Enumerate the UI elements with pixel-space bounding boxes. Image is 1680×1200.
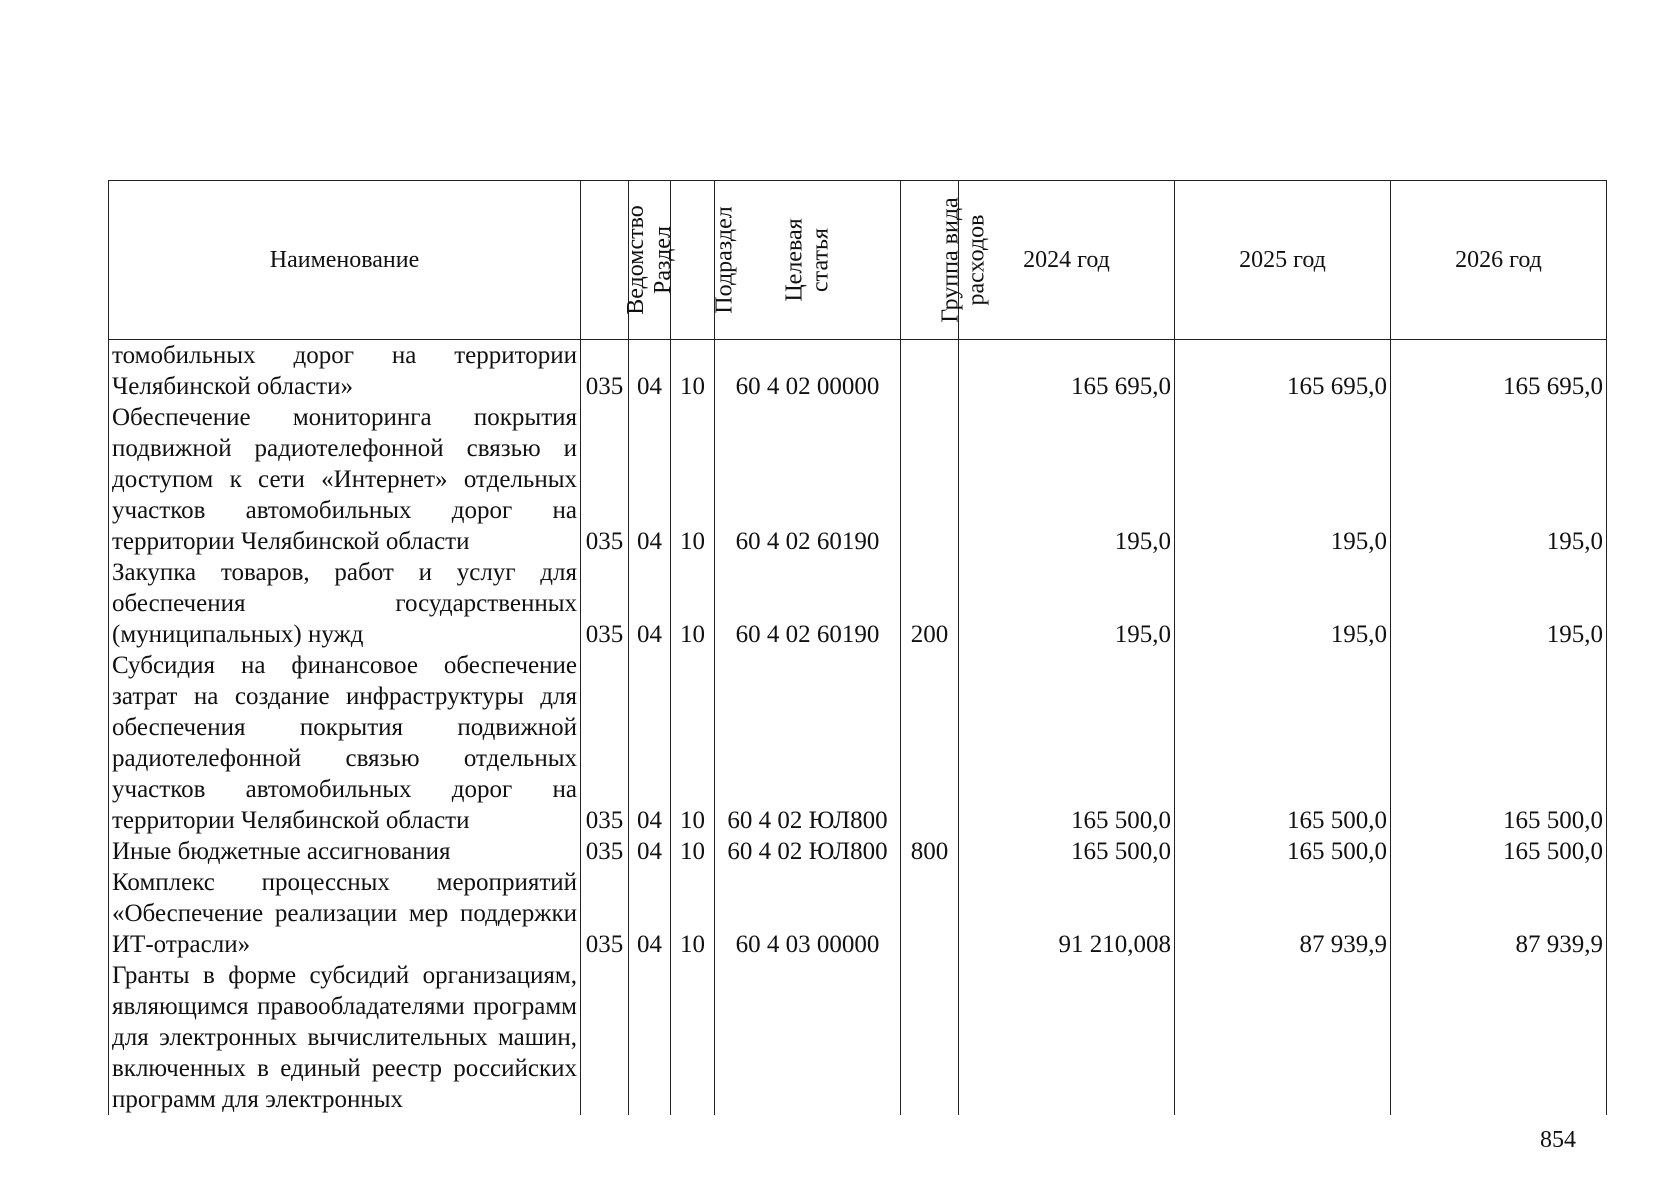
cell-name: Комплекс процессных мероприятий «Обеспечение реализации мер поддержки ИТ-отрасли» [109, 867, 581, 960]
cell-2026 [1391, 960, 1607, 1115]
cell-razdel: 04 [629, 402, 671, 557]
table-row [109, 960, 1607, 1115]
cell-gruppa-vida [901, 650, 959, 836]
cell-vedomstvo: 035 [581, 557, 629, 650]
header-2025: 2025 год [1175, 181, 1391, 340]
cell-podrazdel: 10 [671, 836, 715, 867]
cell-2024: 165 500,0 [959, 650, 1175, 836]
cell-2024 [959, 960, 1175, 1115]
cell-celevaya-statya: 60 4 02 00000 [715, 340, 901, 403]
cell-vedomstvo: 035 [581, 867, 629, 960]
header-2026: 2026 год [1391, 181, 1607, 340]
cell-2025: 165 500,0 [1175, 836, 1391, 867]
cell-vedomstvo [581, 960, 629, 1115]
cell-celevaya-statya: 60 4 02 60190 [715, 402, 901, 557]
cell-podrazdel: 10 [671, 557, 715, 650]
cell-2026: 195,0 [1391, 402, 1607, 557]
cell-podrazdel: 10 [671, 650, 715, 836]
cell-razdel: 04 [629, 340, 671, 403]
cell-podrazdel [671, 960, 715, 1115]
header-razdel: Раздел [629, 181, 671, 340]
cell-gruppa-vida: 800 [901, 836, 959, 867]
cell-celevaya-statya: 60 4 02 ЮЛ800 [715, 650, 901, 836]
cell-2025: 165 500,0 [1175, 650, 1391, 836]
cell-name: томобильных дорог на территории Челябинской области» [109, 340, 581, 403]
cell-2025: 195,0 [1175, 402, 1391, 557]
header-name: Наименование [109, 181, 581, 340]
header-celevaya-statya: Целевая статья [715, 181, 901, 340]
cell-2024: 195,0 [959, 557, 1175, 650]
cell-2025: 195,0 [1175, 557, 1391, 650]
header-podrazdel: Подраздел [671, 181, 715, 340]
cell-2026: 165 695,0 [1391, 340, 1607, 403]
cell-gruppa-vida: 200 [901, 557, 959, 650]
table-header-row [109, 181, 1607, 340]
cell-vedomstvo: 035 [581, 340, 629, 403]
table-row [109, 557, 1607, 650]
cell-celevaya-statya: 60 4 02 ЮЛ800 [715, 836, 901, 867]
cell-2024: 165 500,0 [959, 836, 1175, 867]
cell-2026: 195,0 [1391, 557, 1607, 650]
cell-gruppa-vida [901, 340, 959, 403]
cell-2025 [1175, 960, 1391, 1115]
cell-podrazdel: 10 [671, 867, 715, 960]
cell-podrazdel: 10 [671, 340, 715, 403]
table-row [109, 867, 1607, 960]
cell-razdel: 04 [629, 836, 671, 867]
table-row [109, 650, 1607, 836]
table-row [109, 836, 1607, 867]
cell-2024: 195,0 [959, 402, 1175, 557]
cell-vedomstvo: 035 [581, 836, 629, 867]
page-number: 854 [1540, 1127, 1576, 1153]
cell-2024: 165 695,0 [959, 340, 1175, 403]
cell-vedomstvo: 035 [581, 650, 629, 836]
cell-name: Субсидия на финансовое обеспечение затрат на создание инфраструктуры для обеспечения покрытия подвижной радиотелефонной связью отдельных участков автомобильных дорог на территории Челябинской области [109, 650, 581, 836]
cell-podrazdel: 10 [671, 402, 715, 557]
cell-2025: 87 939,9 [1175, 867, 1391, 960]
cell-gruppa-vida [901, 867, 959, 960]
budget-table [108, 180, 1607, 1115]
cell-celevaya-statya: 60 4 03 00000 [715, 867, 901, 960]
cell-name: Обеспечение мониторинга покрытия подвижной радиотелефонной связью и доступом к сети «Интернет» отдельных участков автомобильных дорог на территории Челябинской области [109, 402, 581, 557]
cell-name: Гранты в форме субсидий организациям, являющимся правообладателями программ для электронных вычислительных машин, включенных в единый реестр российских программ для электронных [109, 960, 581, 1115]
cell-gruppa-vida [901, 960, 959, 1115]
cell-2026: 87 939,9 [1391, 867, 1607, 960]
header-vedomstvo: Ведомство [581, 181, 629, 340]
header-gruppa-vida-rashodov: Группа вида расходов [901, 181, 959, 340]
cell-celevaya-statya [715, 960, 901, 1115]
cell-2026: 165 500,0 [1391, 836, 1607, 867]
cell-name: Закупка товаров, работ и услуг для обеспечения государственных (муниципальных) нужд [109, 557, 581, 650]
cell-2024: 91 210,008 [959, 867, 1175, 960]
header-2024: 2024 год [959, 181, 1175, 340]
cell-razdel: 04 [629, 557, 671, 650]
cell-gruppa-vida [901, 402, 959, 557]
table-row [109, 402, 1607, 557]
cell-razdel: 04 [629, 867, 671, 960]
cell-razdel [629, 960, 671, 1115]
cell-celevaya-statya: 60 4 02 60190 [715, 557, 901, 650]
cell-2025: 165 695,0 [1175, 340, 1391, 403]
cell-razdel: 04 [629, 650, 671, 836]
table-row [109, 340, 1607, 403]
cell-vedomstvo: 035 [581, 402, 629, 557]
cell-name: Иные бюджетные ассигнования [109, 836, 581, 867]
cell-2026: 165 500,0 [1391, 650, 1607, 836]
